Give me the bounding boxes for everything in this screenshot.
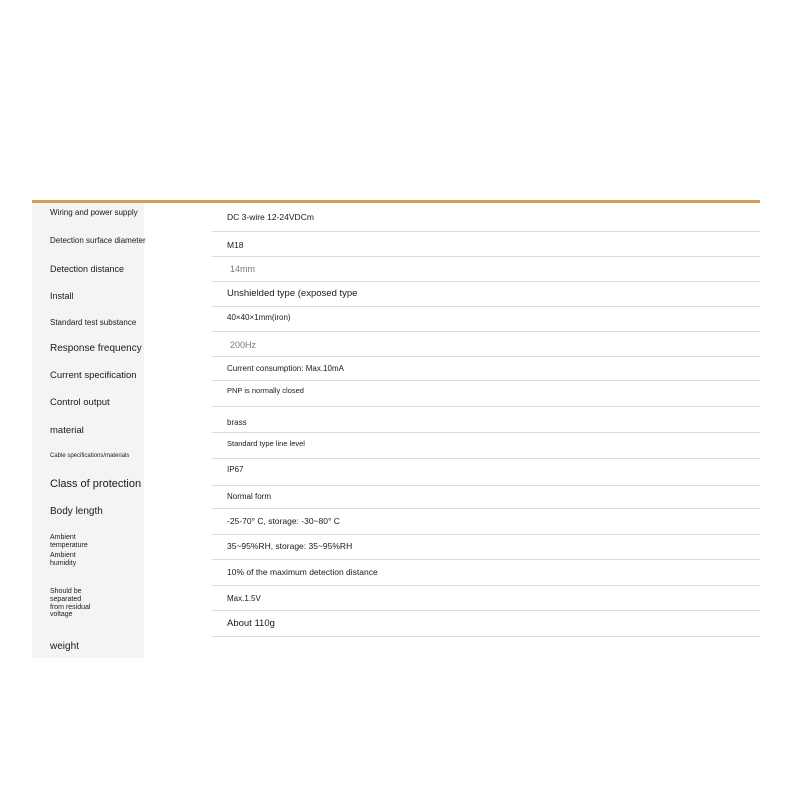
value-row: [212, 282, 760, 307]
value-row: [212, 407, 760, 433]
spec-label-column: [32, 203, 144, 658]
value-ambient-humidity: 35~95%RH, storage: 35~95%RH: [227, 541, 353, 551]
value-row: [212, 381, 760, 407]
value-wiring: DC 3-wire 12-24VDCm: [227, 212, 314, 222]
label-ambient-humidity: Ambient humidity: [50, 552, 77, 567]
label-install: Install: [50, 291, 74, 301]
value-response-frequency: 200Hz: [230, 340, 257, 350]
label-body-length: Body length: [50, 506, 103, 517]
value-row: [212, 486, 760, 509]
value-current-spec: Current consumption: Max.10mA: [227, 364, 344, 373]
value-row: [212, 257, 760, 282]
value-protection-class: IP67: [227, 465, 244, 474]
value-row: [212, 232, 760, 257]
value-row: [212, 535, 760, 560]
label-weight: weight: [50, 641, 79, 652]
value-install: Unshielded type (exposed type: [227, 288, 358, 299]
value-row: [212, 611, 760, 637]
label-test-substance: Standard test substance: [50, 318, 137, 327]
value-ambient-temperature: -25-70° C, storage: -30~80° C: [227, 516, 340, 526]
label-material: material: [50, 425, 84, 436]
value-row: [212, 560, 760, 586]
value-row: [212, 433, 760, 459]
value-detection-distance: 14mm: [230, 264, 256, 274]
value-weight: About 110g: [227, 618, 275, 629]
value-cable: Standard type line level: [227, 439, 305, 448]
value-row: [212, 203, 760, 232]
label-residual-voltage: Should be separated from residual voltage: [50, 588, 91, 619]
value-test-substance: 40×40×1mm(iron): [227, 313, 291, 322]
value-row: [212, 332, 760, 357]
label-current-spec: Current specification: [50, 370, 137, 381]
value-body-length: Normal form: [227, 492, 272, 501]
spec-table: [32, 200, 760, 652]
label-protection-class: Class of protection: [50, 478, 142, 490]
value-diameter: M18: [227, 240, 244, 250]
label-ambient-temperature: Ambient temperature: [50, 534, 88, 549]
label-detection-distance: Detection distance: [50, 264, 125, 274]
value-residual-voltage: Max.1.5V: [227, 594, 261, 603]
value-row: [212, 509, 760, 535]
value-row: [212, 357, 760, 381]
label-wiring: Wiring and power supply: [50, 208, 138, 217]
value-row: [212, 307, 760, 332]
label-response-frequency: Response frequency: [50, 343, 142, 354]
value-row: [212, 586, 760, 611]
value-row: [212, 459, 760, 486]
label-surface-diameter: Detection surface diameter: [50, 236, 146, 245]
label-control-output: Control output: [50, 397, 110, 408]
value-residual-distance: 10% of the maximum detection distance: [227, 567, 378, 577]
value-material: brass: [227, 418, 247, 427]
value-control-output: PNP is normally closed: [227, 386, 304, 395]
label-cable: Cable specifications/materials: [50, 453, 130, 459]
